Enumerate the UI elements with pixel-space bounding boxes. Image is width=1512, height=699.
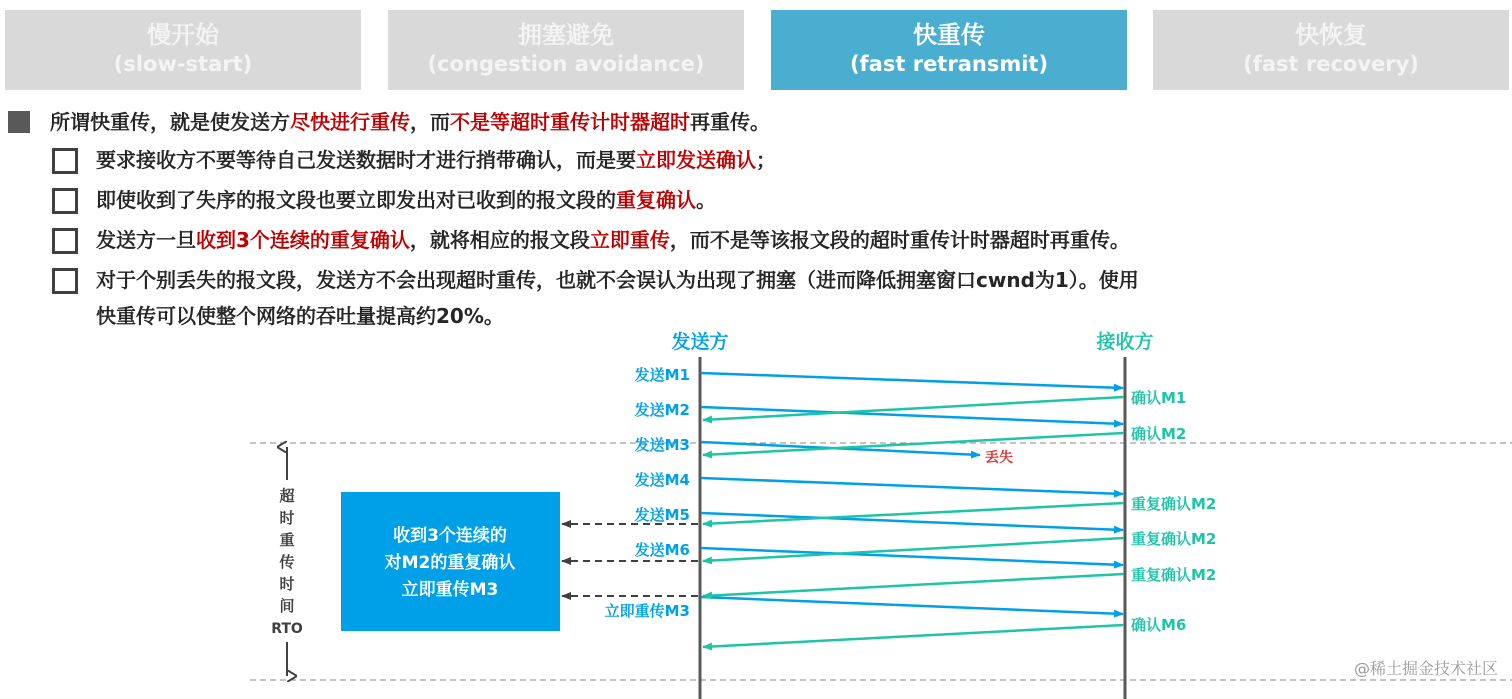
send-arrow-m3-retransmit [701,597,1123,614]
text-segment: ，而不是等该报文段的超时重传计时器超时再重传。 [669,228,1130,252]
ack-label: 重复确认M2 [1131,530,1217,548]
rto-label: 超 [279,487,295,505]
send-label: 发送M3 [634,436,690,454]
rto-label: RTO [271,621,303,637]
tab-label: 慢开始 [147,21,219,49]
text-segment: 所谓快重传，就是使发送方 [50,110,290,134]
box-line: 收到3个连续的 [393,526,507,546]
sub-point-4-line-1: 对于个别丢失的报文段，发送方不会出现超时重传，也就不会误认为出现了拥塞（进而降低拥塞窗口cwnd为1）。使用 [96,268,1139,292]
lost-label: 丢失 [985,450,1013,466]
text-segment: 再重传。 [690,110,770,134]
rto-label: 重 [279,531,295,549]
tab-label: 快恢复 [1295,21,1367,49]
box-line: 立即重传M3 [401,580,499,600]
send-label: 立即重传M3 [604,602,690,620]
text-segment: ，就将相应的报文段 [409,228,590,252]
highlight-text: 立即重传 [589,228,670,252]
sub-point-4-line-2: 快重传可以使整个网络的吞吐量提高约20%。 [96,304,504,328]
ack-label: 确认M1 [1131,389,1187,407]
text-segment: 发送方一旦 [96,228,196,252]
rto-label: 传 [279,553,295,571]
receiver-label: 接收方 [1096,331,1154,353]
tab-label: 拥塞避免 [518,21,614,49]
ack-label: 重复确认M2 [1131,566,1217,584]
dup-ack-arrow-3 [703,574,1124,596]
text-segment: 即使收到了失序的报文段也要立即发出对已收到的报文段的 [96,188,616,212]
send-label: 发送M5 [634,506,690,524]
tab-sublabel: (fast retransmit) [849,52,1049,76]
send-label: 发送M1 [634,366,690,384]
watermark: @稀土掘金技术社区 [1353,659,1498,678]
highlight-text: 尽快进行重传 [290,110,410,134]
tab-label: 快重传 [913,21,985,49]
ack-label: 确认M2 [1131,425,1187,443]
highlight-text: 立即发送确认 [636,148,756,172]
rto-label: 时 [279,575,295,593]
text-segment: ； [756,148,776,172]
highlight-text: 重复确认 [616,188,696,212]
send-label: 发送M2 [634,401,690,419]
send-label: 发送M6 [634,541,690,559]
highlight-text: 不是等超时重传计时器超时 [450,110,690,134]
text-segment: 要求接收方不要等待自己发送数据时才进行捎带确认，而是要 [96,148,636,172]
rto-label: 间 [279,597,295,615]
highlight-text: 收到3个连续的重复确认 [196,228,410,252]
text-segment: ，而 [410,110,450,134]
tab-sublabel: (slow-start) [113,52,253,76]
ack-label: 确认M6 [1131,616,1187,634]
send-arrow-m4 [701,478,1123,494]
send-arrow-m1 [701,373,1123,388]
ack-label: 重复确认M2 [1131,495,1217,513]
text-segment: 。 [696,188,716,212]
tab-sublabel: (congestion avoidance) [427,52,705,76]
box-line: 对M2的重复确认 [384,553,516,573]
sender-label: 发送方 [671,331,729,353]
tab-sublabel: (fast recovery) [1243,52,1419,76]
ack-arrow-m6 [703,625,1124,647]
rto-label: 时 [279,509,295,527]
send-label: 发送M4 [634,471,690,489]
